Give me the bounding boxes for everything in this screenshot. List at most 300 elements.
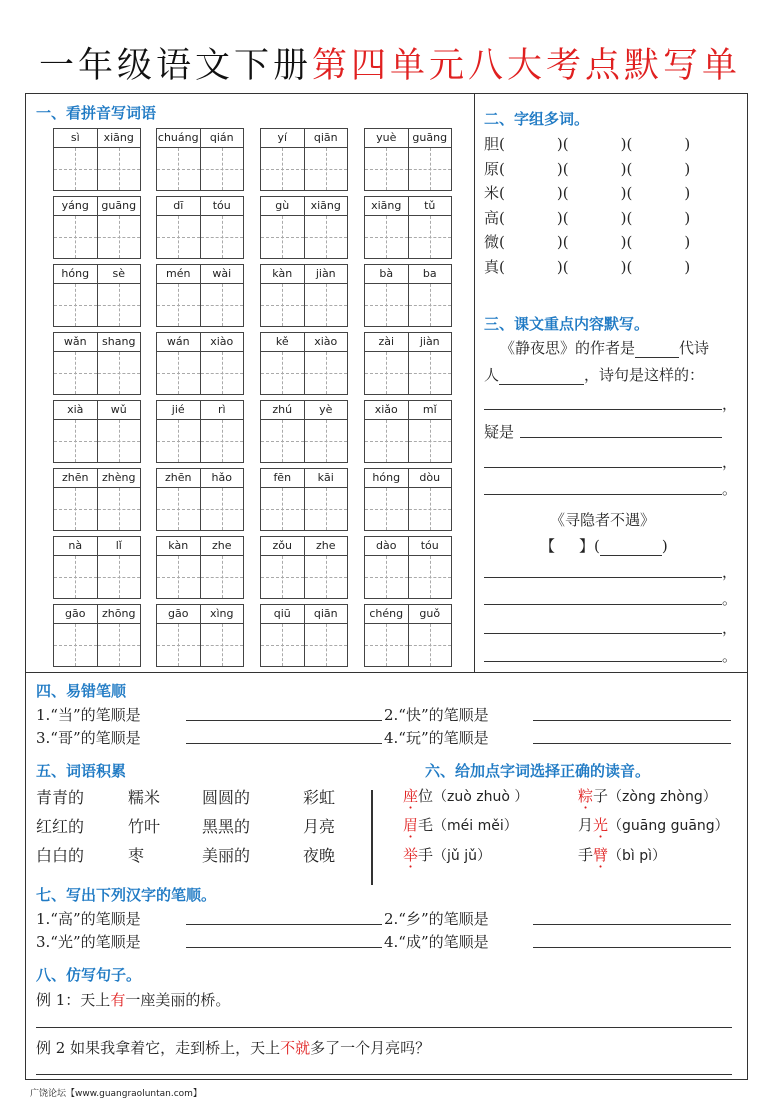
paren-close: ) — [620, 135, 627, 153]
word-bank-item: 月亮 — [303, 817, 336, 836]
section6-heading: 六、给加点字词选择正确的读音。 — [425, 762, 651, 780]
writing-boxes — [53, 555, 141, 599]
pinyin-word-cell — [260, 264, 348, 327]
word-bank-item: 红红的 — [36, 817, 85, 836]
paren-open: ( — [499, 135, 505, 153]
writing-boxes — [260, 487, 348, 531]
pronunciation-item — [578, 844, 666, 865]
pinyin-syllable: hóng — [61, 267, 90, 280]
pinyin-syllable: jiàn — [304, 265, 348, 283]
pinyin-syllable: zǒu — [272, 539, 292, 552]
writing-boxes — [364, 623, 452, 667]
pronunciation-item — [578, 814, 729, 835]
pinyin-row — [156, 332, 244, 351]
tian-zi-ge-box[interactable] — [97, 420, 141, 462]
paren-close: ) — [620, 257, 627, 276]
example1 — [36, 989, 230, 1010]
verse2-line-4[interactable] — [484, 661, 722, 662]
paren-open: ( — [626, 135, 633, 153]
pinyin-word-cell — [260, 196, 348, 259]
dotted-character: 臂 — [593, 846, 609, 864]
dotted-character: 眉 — [403, 816, 419, 834]
writing-boxes — [260, 419, 348, 463]
tian-zi-ge-box[interactable] — [261, 284, 304, 326]
paren-open: ( — [594, 537, 600, 555]
pronunciation-item — [578, 785, 717, 806]
paren-open: ( — [499, 208, 505, 227]
pinyin-syllable: zhōng — [97, 605, 141, 623]
example2-start: 例 2 如果我拿着它，走到桥上，天上 — [36, 1039, 281, 1057]
pinyin-syllable: yáng — [61, 199, 89, 212]
writing-boxes — [156, 147, 244, 191]
verse2-line-2[interactable] — [484, 604, 722, 605]
word-bank-item: 美丽的 — [202, 846, 251, 865]
writing-boxes — [53, 283, 141, 327]
pinyin-syllable: yè — [304, 401, 348, 419]
verse-line-2[interactable] — [520, 437, 722, 438]
pinyin-syllable: kāi — [304, 469, 348, 487]
tian-zi-ge-box[interactable] — [304, 284, 348, 326]
pinyin-row — [364, 264, 452, 283]
word-group-row — [484, 182, 690, 203]
pinyin-options[interactable]: （bì pì） — [608, 848, 667, 864]
plain-character: 手 — [578, 846, 594, 864]
tian-zi-ge-box[interactable] — [54, 352, 97, 394]
writing-boxes — [260, 147, 348, 191]
word-bank-item: 竹叶 — [128, 817, 161, 836]
pinyin-syllable: xiāng — [97, 129, 141, 147]
section1-heading: 一、看拼音写词语 — [36, 104, 157, 122]
section4-heading: 四、易错笔顺 — [36, 682, 127, 700]
pinyin-options[interactable]: （guāng guāng） — [608, 818, 729, 834]
writing-boxes — [364, 351, 452, 395]
pinyin-row — [156, 128, 244, 147]
pinyin-row — [156, 604, 244, 623]
pinyin-syllable: hóng — [372, 471, 401, 484]
paren-open: ( — [499, 257, 505, 276]
tian-zi-ge-box[interactable] — [97, 352, 141, 394]
pinyin-row — [364, 332, 452, 351]
plain-character: 毛 — [418, 816, 434, 834]
writing-boxes — [260, 351, 348, 395]
pinyin-row — [53, 128, 141, 147]
pinyin-options[interactable]: （zuò zhuò ） — [433, 789, 529, 805]
tian-zi-ge-box[interactable] — [200, 148, 244, 190]
sec4-item-2: 2.“快”的笔顺是 — [384, 706, 489, 724]
paren-open: ( — [626, 159, 633, 178]
pinyin-word-cell — [53, 332, 141, 395]
tian-zi-ge-box[interactable] — [408, 216, 452, 258]
sec4-blank-2[interactable] — [533, 720, 731, 721]
bracket-right: 】 — [579, 537, 595, 555]
paren-open: ( — [562, 208, 569, 227]
tian-zi-ge-box[interactable] — [365, 488, 408, 530]
tian-zi-ge-box[interactable] — [261, 488, 304, 530]
sec7-item-3: 3.“光”的笔顺是 — [36, 933, 141, 951]
pinyin-syllable: zhe — [304, 537, 348, 555]
tian-zi-ge-box[interactable] — [408, 148, 452, 190]
pinyin-word-cell — [156, 468, 244, 531]
tian-zi-ge-box[interactable] — [157, 352, 200, 394]
paren-close: ) — [684, 233, 691, 251]
pinyin-syllable: wài — [200, 265, 244, 283]
sec4-item-4: 4.“玩”的笔顺是 — [384, 729, 489, 747]
yishi-label: 疑是 — [484, 423, 515, 441]
word-bank-item: 青青的 — [36, 788, 85, 807]
pinyin-word-cell — [364, 468, 452, 531]
tian-zi-ge-box[interactable] — [261, 352, 304, 394]
pinyin-word-cell — [364, 536, 452, 599]
tian-zi-ge-box[interactable] — [97, 556, 141, 598]
paren-open: ( — [626, 184, 633, 202]
paren-close: ) — [556, 257, 563, 276]
section3-heading: 三、课文重点内容默写。 — [484, 315, 650, 333]
tian-zi-ge-box[interactable] — [365, 624, 408, 666]
pinyin-word-cell — [53, 128, 141, 191]
pinyin-syllable: sè — [97, 265, 141, 283]
pinyin-syllable: guāng — [408, 129, 452, 147]
tian-zi-ge-box[interactable] — [304, 556, 348, 598]
sec4-blank-4[interactable] — [533, 743, 731, 744]
tian-zi-ge-box[interactable] — [97, 624, 141, 666]
page-title — [0, 38, 780, 88]
pinyin-row — [260, 332, 348, 351]
tian-zi-ge-box[interactable] — [408, 352, 452, 394]
tian-zi-ge-box[interactable] — [54, 556, 97, 598]
example1-end: 一座美丽的桥。 — [125, 991, 231, 1009]
writing-boxes — [53, 419, 141, 463]
pinyin-syllable: tǔ — [408, 197, 452, 215]
pinyin-syllable: qián — [200, 129, 244, 147]
writing-boxes — [156, 351, 244, 395]
tian-zi-ge-box[interactable] — [200, 352, 244, 394]
dotted-character: 光 — [593, 816, 609, 834]
tian-zi-ge-box[interactable] — [408, 488, 452, 530]
pinyin-word-cell — [364, 332, 452, 395]
word-bank-item: 黑黑的 — [202, 817, 251, 836]
pinyin-word-cell — [53, 264, 141, 327]
tian-zi-ge-box[interactable] — [157, 556, 200, 598]
sec7-blank-3[interactable] — [186, 947, 382, 948]
tian-zi-ge-box[interactable] — [200, 624, 244, 666]
tian-zi-ge-box[interactable] — [304, 420, 348, 462]
title-black: 一年级语文下册 — [38, 46, 312, 86]
tian-zi-ge-box[interactable] — [157, 420, 200, 462]
paren-close: ) — [620, 208, 627, 227]
pinyin-syllable: gù — [275, 199, 290, 212]
tian-zi-ge-box[interactable] — [365, 216, 408, 258]
pinyin-syllable: qiān — [304, 605, 348, 623]
tian-zi-ge-box[interactable] — [200, 216, 244, 258]
writing-boxes — [260, 555, 348, 599]
tian-zi-ge-box[interactable] — [304, 148, 348, 190]
pinyin-syllable: bà — [379, 267, 394, 280]
pinyin-syllable: dòu — [408, 469, 452, 487]
tian-zi-ge-box[interactable] — [261, 216, 304, 258]
pinyin-syllable: qiū — [273, 607, 291, 620]
base-character: 原 — [484, 159, 500, 178]
pinyin-syllable: wán — [166, 335, 190, 348]
period-3: 。 — [722, 647, 738, 665]
pinyin-syllable: ba — [408, 265, 452, 283]
pinyin-row — [364, 468, 452, 487]
pinyin-row — [364, 400, 452, 419]
writing-boxes — [260, 623, 348, 667]
tian-zi-ge-box[interactable] — [157, 148, 200, 190]
paren-open: ( — [499, 184, 505, 202]
base-character: 米 — [484, 184, 500, 202]
word-group-row — [484, 158, 690, 179]
pinyin-syllable: lǐ — [97, 537, 141, 555]
writing-boxes — [364, 283, 452, 327]
sec7-blank-4[interactable] — [533, 947, 731, 948]
tian-zi-ge-box[interactable] — [54, 216, 97, 258]
section-divider — [25, 672, 748, 673]
pinyin-syllable: kě — [275, 335, 289, 348]
paren-close: ) — [684, 257, 691, 276]
pinyin-syllable: xiǎo — [374, 403, 398, 416]
tian-zi-ge-box[interactable] — [54, 488, 97, 530]
tian-zi-ge-box[interactable] — [200, 488, 244, 530]
pinyin-row — [260, 468, 348, 487]
base-character: 胆 — [484, 135, 500, 153]
author-blank[interactable] — [635, 341, 679, 358]
word-bank-item: 白白的 — [36, 846, 85, 865]
dotted-character: 举 — [403, 846, 419, 864]
base-character: 高 — [484, 208, 500, 227]
plain-character: 位 — [418, 787, 434, 805]
comma-2: ， — [722, 453, 738, 471]
pinyin-word-cell — [156, 332, 244, 395]
pinyin-row — [260, 264, 348, 283]
tian-zi-ge-box[interactable] — [408, 420, 452, 462]
pinyin-syllable: mǐ — [408, 401, 452, 419]
pinyin-syllable: rì — [200, 401, 244, 419]
pinyin-row — [53, 468, 141, 487]
pinyin-options[interactable]: （jǔ jǔ） — [433, 848, 492, 864]
pinyin-row — [260, 536, 348, 555]
tian-zi-ge-box[interactable] — [97, 488, 141, 530]
pinyin-row — [364, 604, 452, 623]
dotted-character: 粽 — [578, 787, 594, 805]
tian-zi-ge-box[interactable] — [157, 284, 200, 326]
plain-character: 手 — [418, 846, 434, 864]
tian-zi-ge-box[interactable] — [157, 216, 200, 258]
sec7-item-1: 1.“高”的笔顺是 — [36, 910, 141, 928]
section7-heading: 七、写出下列汉字的笔顺。 — [36, 886, 217, 904]
example2 — [36, 1037, 430, 1058]
tian-zi-ge-box[interactable] — [408, 284, 452, 326]
example1-answer-line[interactable] — [36, 1027, 732, 1028]
tian-zi-ge-box[interactable] — [261, 556, 304, 598]
pinyin-row — [260, 196, 348, 215]
pinyin-row — [156, 196, 244, 215]
pinyin-word-cell — [260, 400, 348, 463]
tian-zi-ge-box[interactable] — [261, 624, 304, 666]
pinyin-syllable: xiāng — [371, 199, 402, 212]
paren-close: ) — [556, 208, 563, 227]
tian-zi-ge-box[interactable] — [365, 284, 408, 326]
pronunciation-item — [403, 844, 491, 865]
word-bank-item: 夜晚 — [303, 846, 336, 865]
paren-close: ) — [620, 184, 627, 202]
pinyin-syllable: jiàn — [408, 333, 452, 351]
tian-zi-ge-box[interactable] — [54, 420, 97, 462]
poem2-author-line — [540, 535, 668, 556]
tian-zi-ge-box[interactable] — [54, 284, 97, 326]
pinyin-row — [156, 264, 244, 283]
sec7-blank-2[interactable] — [533, 924, 731, 925]
poem1-line2 — [484, 364, 704, 385]
paren-close: ) — [556, 233, 563, 251]
sec4-blank-1[interactable] — [186, 720, 382, 721]
verse2-line-3[interactable] — [484, 633, 722, 634]
sec7-blank-1[interactable] — [186, 924, 382, 925]
writing-boxes — [364, 419, 452, 463]
writing-boxes — [156, 419, 244, 463]
tian-zi-ge-box[interactable] — [365, 352, 408, 394]
paren-open: ( — [562, 135, 569, 153]
tian-zi-ge-box[interactable] — [200, 284, 244, 326]
pinyin-row — [156, 468, 244, 487]
period-2: 。 — [722, 590, 738, 608]
tian-zi-ge-box[interactable] — [408, 556, 452, 598]
pinyin-syllable: xiào — [200, 333, 244, 351]
writing-boxes — [364, 147, 452, 191]
pinyin-word-cell — [260, 468, 348, 531]
dotted-character: 座 — [403, 787, 419, 805]
sec4-item-1: 1.“当”的笔顺是 — [36, 706, 141, 724]
tian-zi-ge-box[interactable] — [157, 488, 200, 530]
poem1-dynasty-label: 代诗 — [679, 339, 710, 357]
paren-open: ( — [562, 159, 569, 178]
pinyin-syllable: chéng — [369, 607, 404, 620]
pinyin-syllable: nà — [68, 539, 83, 552]
tian-zi-ge-box[interactable] — [408, 624, 452, 666]
writing-boxes — [260, 215, 348, 259]
pinyin-syllable: dào — [376, 539, 397, 552]
pinyin-syllable: gāo — [168, 607, 189, 620]
tian-zi-ge-box[interactable] — [261, 420, 304, 462]
column-divider — [474, 93, 475, 673]
tian-zi-ge-box[interactable] — [54, 148, 97, 190]
tian-zi-ge-box[interactable] — [304, 352, 348, 394]
paren-close: ) — [684, 208, 691, 227]
paren-close: ) — [620, 233, 627, 251]
verse-line-3[interactable] — [484, 467, 722, 468]
paren-close: ) — [661, 537, 668, 555]
poet2-blank[interactable] — [600, 539, 662, 556]
word-bank-item: 彩虹 — [303, 788, 336, 807]
pinyin-syllable: wǎn — [63, 335, 87, 348]
plain-character: 月 — [578, 816, 594, 834]
pinyin-syllable: zhèng — [97, 469, 141, 487]
poem2-title: 《寻隐者不遇》 — [550, 511, 656, 529]
pronunciation-item — [403, 814, 518, 835]
example2-answer-line[interactable] — [36, 1074, 732, 1075]
pinyin-word-cell — [53, 604, 141, 667]
pinyin-word-cell — [364, 128, 452, 191]
pinyin-syllable: tóu — [408, 537, 452, 555]
tian-zi-ge-box[interactable] — [365, 420, 408, 462]
period-1: 。 — [722, 480, 738, 498]
writing-boxes — [53, 215, 141, 259]
pinyin-row — [53, 196, 141, 215]
pinyin-word-cell — [260, 536, 348, 599]
tian-zi-ge-box[interactable] — [200, 420, 244, 462]
pinyin-options[interactable]: （zòng zhòng） — [608, 789, 717, 805]
tian-zi-ge-box[interactable] — [97, 216, 141, 258]
tian-zi-ge-box[interactable] — [97, 284, 141, 326]
pronunciation-item — [403, 785, 528, 806]
plain-character: 子 — [593, 787, 609, 805]
verse2-line-1[interactable] — [484, 577, 722, 578]
pinyin-syllable: guāng — [97, 197, 141, 215]
pinyin-syllable: shang — [97, 333, 141, 351]
tian-zi-ge-box[interactable] — [304, 216, 348, 258]
pinyin-word-cell — [364, 400, 452, 463]
tian-zi-ge-box[interactable] — [157, 624, 200, 666]
pinyin-syllable: zhēn — [165, 471, 192, 484]
verse-line-1[interactable] — [484, 409, 722, 410]
paren-open: ( — [499, 233, 505, 251]
writing-boxes — [364, 555, 452, 599]
word-bank-item: 枣 — [128, 846, 145, 865]
pinyin-syllable: yuè — [376, 131, 397, 144]
tian-zi-ge-box[interactable] — [365, 556, 408, 598]
verse-line-4[interactable] — [484, 494, 722, 495]
word-group-row — [484, 231, 690, 252]
word-bank-item: 圆圆的 — [202, 788, 251, 807]
tian-zi-ge-box[interactable] — [54, 624, 97, 666]
paren-close: ) — [684, 184, 691, 202]
tian-zi-ge-box[interactable] — [261, 148, 304, 190]
poem1-verse-label: ，诗句是这样的： — [584, 366, 705, 384]
comma-1: ， — [722, 395, 738, 413]
section8-heading: 八、仿写句子。 — [36, 966, 142, 984]
pinyin-syllable: xìng — [200, 605, 244, 623]
pinyin-syllable: mén — [166, 267, 191, 280]
pinyin-syllable: dī — [173, 199, 184, 212]
paren-close: ) — [556, 135, 563, 153]
pinyin-syllable: jié — [171, 403, 185, 416]
pinyin-row — [260, 128, 348, 147]
tian-zi-ge-box[interactable] — [200, 556, 244, 598]
pinyin-row — [364, 536, 452, 555]
pinyin-word-cell — [260, 604, 348, 667]
poem1-line1 — [500, 337, 709, 358]
sec4-blank-3[interactable] — [186, 743, 382, 744]
tian-zi-ge-box[interactable] — [365, 148, 408, 190]
pinyin-options[interactable]: （méi měi） — [433, 818, 518, 834]
tian-zi-ge-box[interactable] — [304, 488, 348, 530]
writing-boxes — [53, 147, 141, 191]
pinyin-syllable: hǎo — [200, 469, 244, 487]
pinyin-syllable: xià — [67, 403, 84, 416]
tian-zi-ge-box[interactable] — [97, 148, 141, 190]
pinyin-word-cell — [53, 400, 141, 463]
pinyin-word-cell — [364, 196, 452, 259]
tian-zi-ge-box[interactable] — [304, 624, 348, 666]
pinyin-word-cell — [156, 264, 244, 327]
poem1-author-label: 《静夜思》的作者是 — [500, 339, 636, 357]
pinyin-row — [364, 128, 452, 147]
writing-boxes — [156, 215, 244, 259]
comma-4: ， — [722, 619, 738, 637]
poet-blank[interactable] — [499, 368, 584, 385]
pinyin-word-cell — [364, 604, 452, 667]
paren-close: ) — [620, 159, 627, 178]
